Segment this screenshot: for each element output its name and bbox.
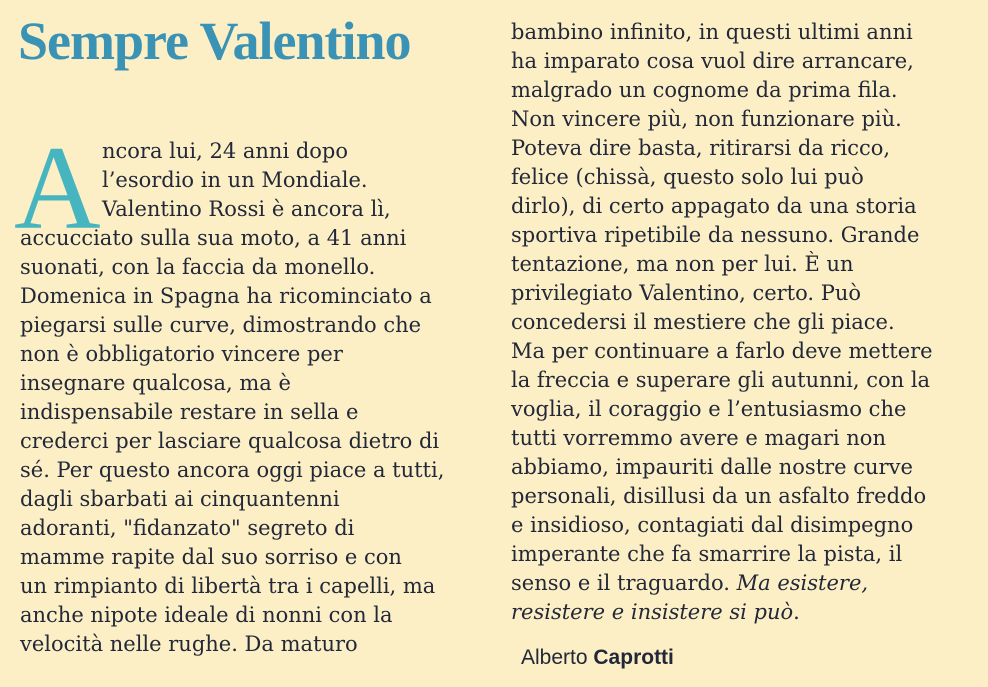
text-line: Domenica in Spagna ha ricominciato a [20,284,432,308]
italic-fragment: resistere e insistere si può [511,600,794,624]
author-last-name: Caprotti [593,646,674,669]
text-line: sé. Per questo ancora oggi piace a tutti, [20,458,445,482]
text-fragment: . [793,600,800,624]
text-line: crederci per lasciare qualcosa dietro di [20,429,440,453]
text-line: Poteva dire basta, ritirarsi da ricco, [511,136,891,160]
author-signature [521,646,674,670]
text-line: insegnare qualcosa, ma è [20,371,291,395]
text-line: piegarsi sulle curve, dimostrando che [20,313,422,337]
text-line: felice (chissà, questo solo lui può [511,165,864,189]
left-column [20,137,490,659]
text-line: abbiamo, impauriti dalle nostre curve [511,455,913,479]
text-line: Non vincere più, non funzionare più. [511,107,902,131]
text-line: l’esordio in un Mondiale. [102,168,368,192]
text-line: malgrado un cognome da prima fila. [511,78,898,102]
text-line: personali, disillusi da un asfalto freddo [511,484,927,508]
text-line: bambino infinito, in questi ultimi anni [511,20,913,44]
text-line: dirlo), di certo appagato da una storia [511,194,917,218]
italic-fragment: Ma esistere, [736,571,869,595]
text-line: privilegiato Valentino, certo. Può [511,281,862,305]
text-line: anche nipote ideale di nonni con la [20,603,393,627]
text-line: indispensabile restare in sella e [20,400,359,424]
text-line: Valentino Rossi è ancora lì, [102,197,391,221]
text-line: voglia, il coraggio e l’entusiasmo che [511,397,907,421]
text-line: concedersi il mestiere che gli piace. [511,310,895,334]
text-line: un rimpianto di libertà tra i capelli, ma [20,574,436,598]
text-line: imperante che fa smarrire la pista, il [511,542,903,566]
text-line: ha imparato cosa vuol dire arrancare, [511,49,914,73]
text-line: dagli sbarbati ai cinquantenni [20,487,340,511]
drop-cap: A [14,121,101,254]
text-line: sportiva ripetibile da nessuno. Grande [511,223,920,247]
text-fragment: senso e il traguardo. [511,571,737,595]
text-line: Ma per continuare a farlo deve mettere [511,339,933,363]
text-line [511,569,981,598]
text-line: tentazione, ma non per lui. È un [511,252,854,276]
text-line: suonati, con la faccia da monello. [20,255,376,279]
text-line: tutti vorremmo avere e magari non [511,426,886,450]
right-column [511,18,981,627]
text-line: accucciato sulla sua moto, a 41 anni [20,226,407,250]
text-line: ncora lui, 24 anni dopo [102,139,349,163]
text-line: mamme rapite dal suo sorriso e con [20,545,402,569]
author-first-name: Alberto [521,646,588,669]
text-line: velocità nelle rughe. Da maturo [20,632,358,656]
text-line: adoranti, "fidanzato" segreto di [20,516,355,540]
article-title: Sempre Valentino [18,11,411,71]
text-line [511,598,981,627]
text-line: non è obbligatorio vincere per [20,342,343,366]
text-line: e insidioso, contagiati dal disimpegno [511,513,914,537]
text-line: la freccia e superare gli autunni, con la [511,368,931,392]
